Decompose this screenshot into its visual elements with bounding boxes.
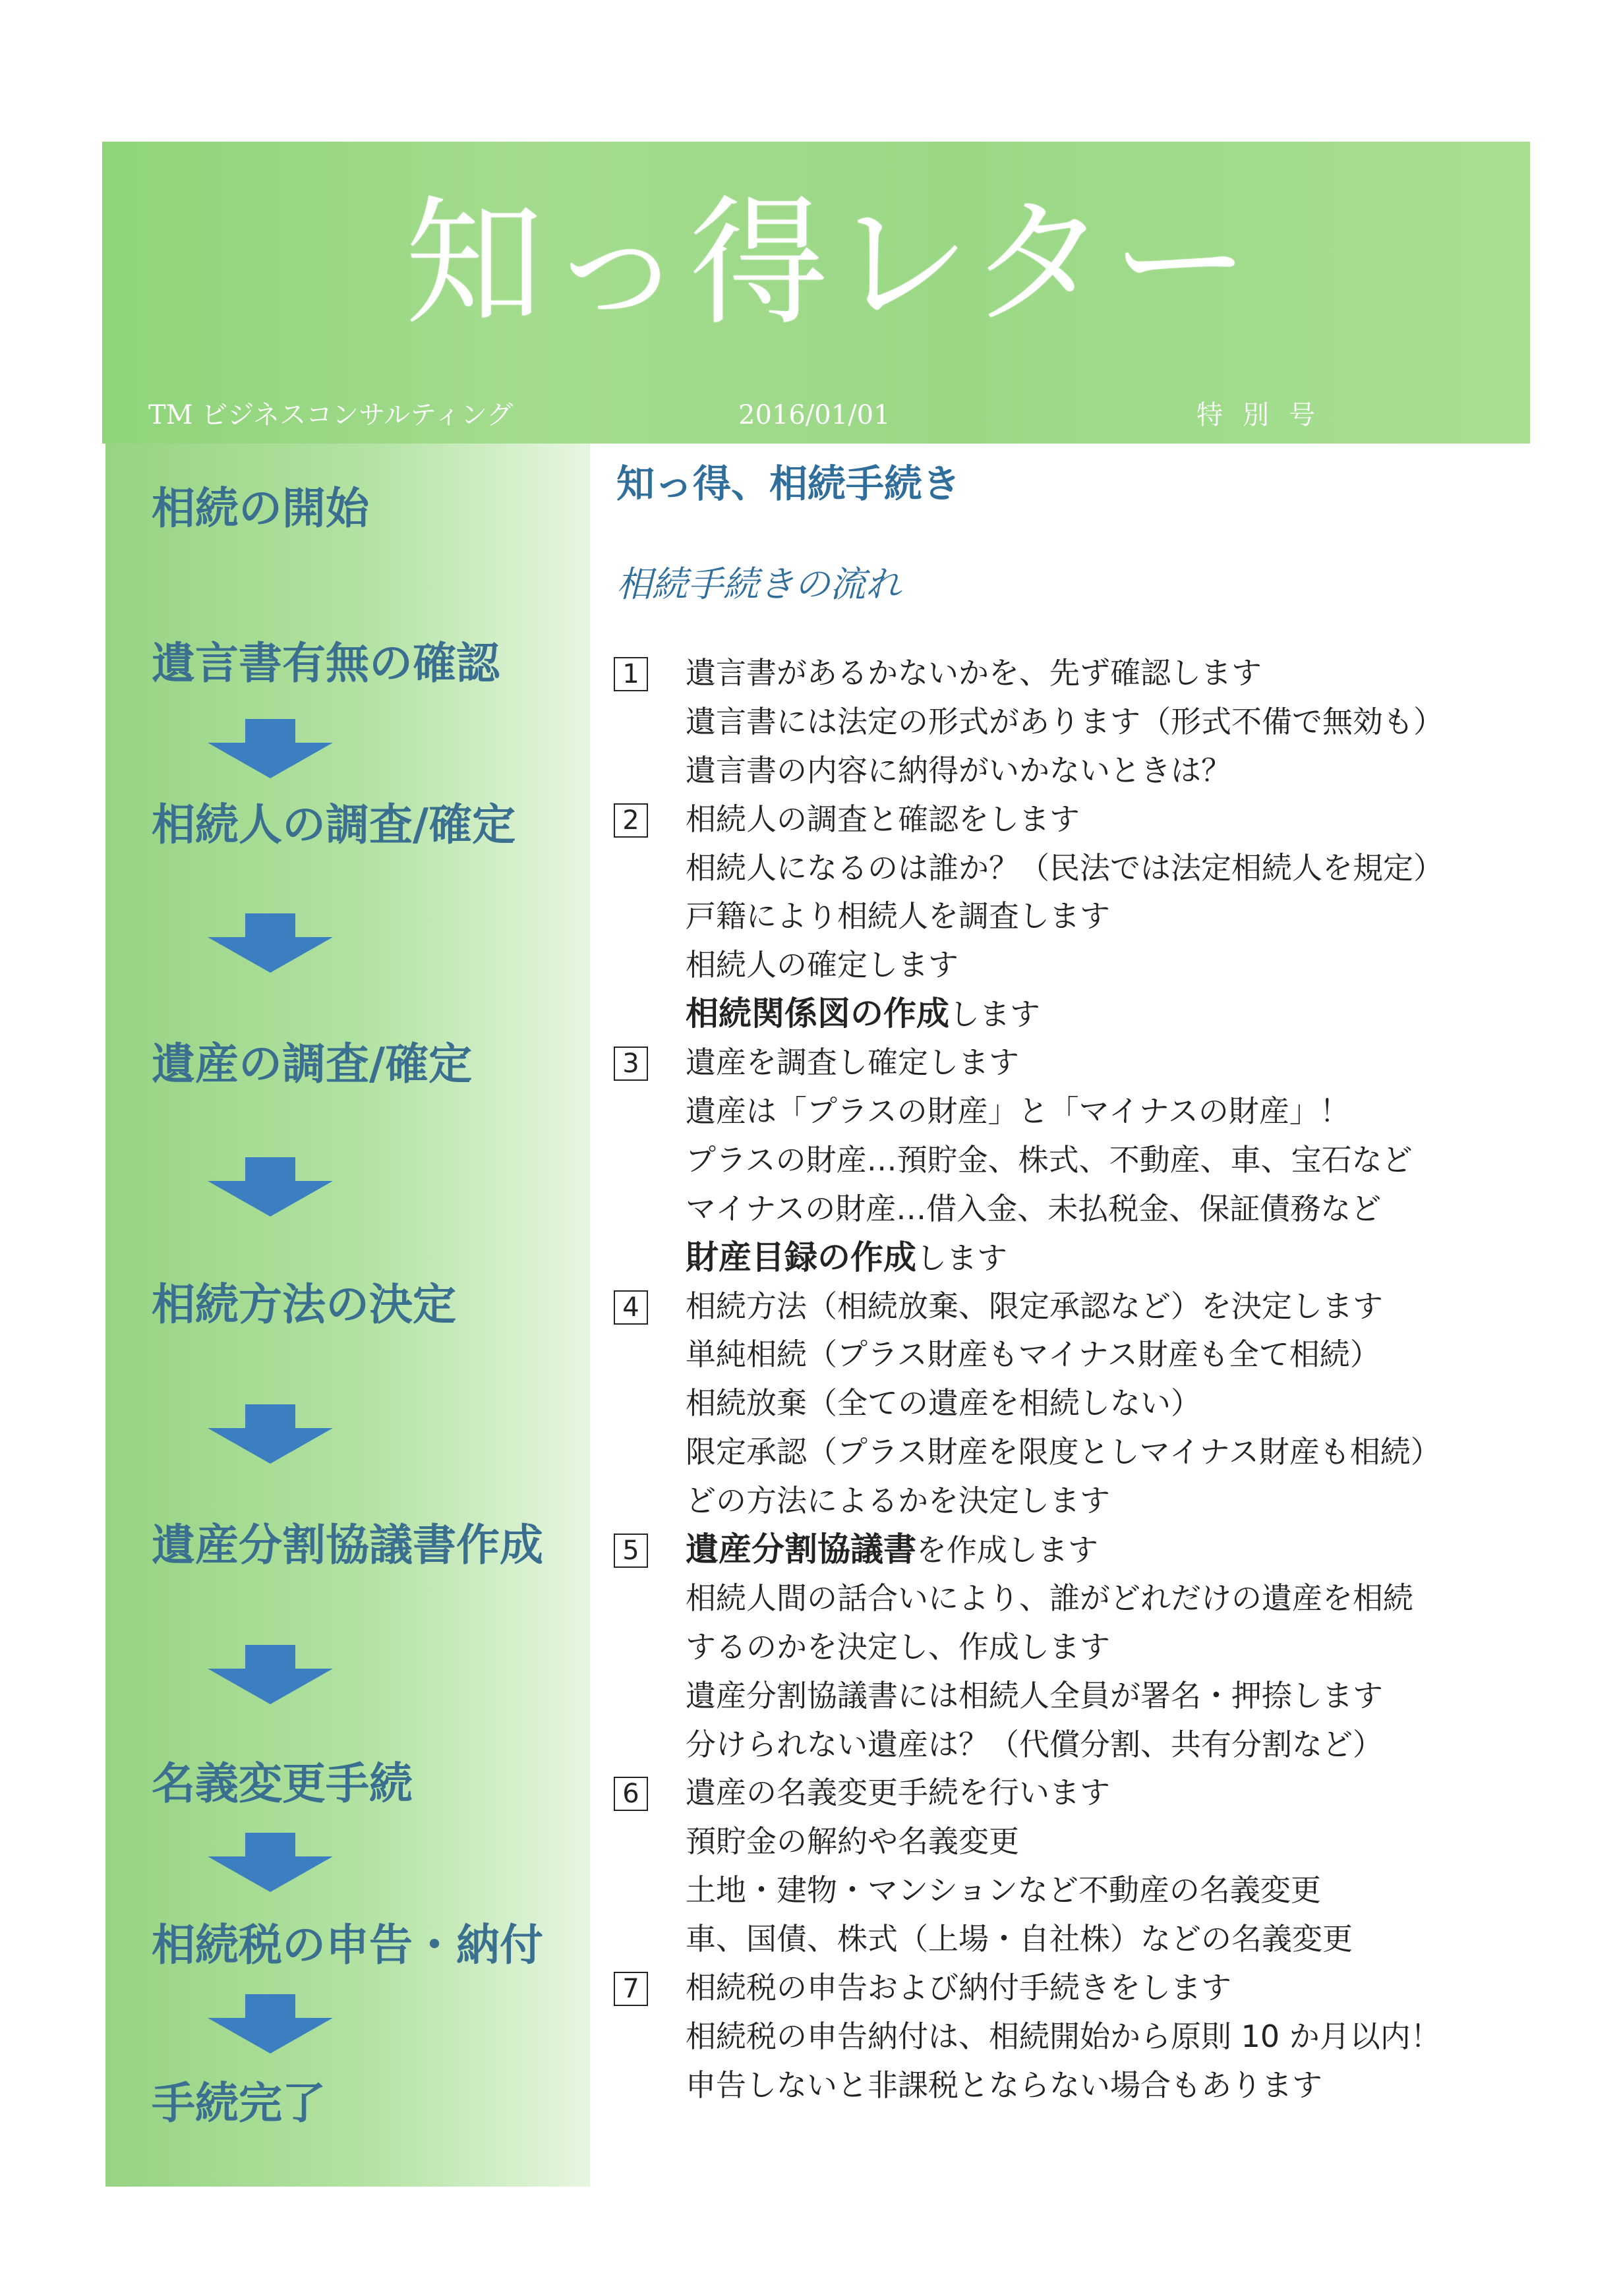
list-item: 6 遺産の名義変更手続を行います <box>610 1769 1533 1818</box>
list-line: どの方法によるかを決定します <box>686 1483 1110 1519</box>
flow-subtitle: 相続手続きの流れ <box>616 563 901 605</box>
item-number: 7 <box>614 1972 648 2006</box>
step-complete: 手続完了 <box>152 2077 326 2129</box>
list-line: 相続税の申告納付は、相続開始から原則 10 か月以内！ <box>686 2018 1441 2054</box>
step-method: 相続方法の決定 <box>152 1278 456 1330</box>
list-line: 預貯金の解約や名義変更 <box>686 1823 1019 1860</box>
list-line: 土地・建物・マンションなど不動産の名義変更 <box>686 1872 1321 1909</box>
list-line: 単純相続（プラス財産もマイナス財産も全て相続） <box>686 1336 1380 1373</box>
down-arrow-icon <box>204 1157 336 1217</box>
list-item: 5 遺産分割協議書を作成します <box>610 1526 1533 1574</box>
list-line: 車、国債、株式（上場・自社株）などの名義変更 <box>686 1921 1353 1957</box>
list-line: 遺言書の内容に納得がいかないときは？ <box>686 752 1231 788</box>
item-number: 4 <box>614 1290 648 1325</box>
list-line: 戸籍により相続人を調査します <box>686 898 1110 934</box>
down-arrow-icon <box>204 1404 336 1464</box>
step-estate: 遺産の調査/確定 <box>152 1038 473 1089</box>
company-name: TM ビジネスコンサルティング <box>148 400 514 430</box>
step-division: 遺産分割協議書作成 <box>152 1519 543 1570</box>
list-line: 限定承認（プラス財産を限度としマイナス財産も相続） <box>686 1434 1441 1470</box>
process-column <box>105 444 590 2187</box>
issue-label: 特別号 <box>1196 400 1335 430</box>
down-arrow-icon <box>204 1645 336 1704</box>
step-start: 相続の開始 <box>152 482 369 534</box>
item-number: 2 <box>614 803 648 838</box>
list-line: するのかを決定し、作成します <box>686 1628 1110 1665</box>
list-line: 相続放棄（全ての遺産を相続しない） <box>686 1385 1201 1421</box>
newsletter-title: 知っ得レター <box>405 183 1254 344</box>
down-arrow-icon <box>204 1833 336 1892</box>
list-line: プラスの財産…預貯金、株式、不動産、車、宝石など <box>686 1141 1413 1178</box>
list-line: 分けられない遺産は？（代償分割、共有分割など） <box>686 1726 1383 1762</box>
header-banner <box>102 142 1530 444</box>
list-item: 7 相続税の申告および納付手続きをします <box>610 1964 1533 2013</box>
list-item: 4 相続方法（相続放棄、限定承認など）を決定します <box>610 1282 1533 1331</box>
list-line: 遺産分割協議書には相続人全員が署名・押捺します <box>686 1677 1383 1713</box>
list-line: 相続人の確定します <box>686 947 958 983</box>
step-tax: 相続税の申告・納付 <box>152 1919 543 1970</box>
list-line: 相続人になるのは誰か？（民法では法定相続人を規定） <box>686 849 1444 886</box>
list-item: 3 遺産を調査し確定します <box>610 1039 1533 1087</box>
step-will-check: 遺言書有無の確認 <box>152 637 500 689</box>
item-number: 1 <box>614 657 648 691</box>
issue-date: 2016/01/01 <box>738 400 891 430</box>
down-arrow-icon <box>204 719 336 778</box>
procedure-list <box>610 649 1533 2110</box>
item-number: 5 <box>614 1534 648 1568</box>
section-title: 知っ得、相続手続き <box>616 461 961 506</box>
item-number: 6 <box>614 1777 648 1811</box>
list-line: 遺言書には法定の形式があります（形式不備で無効も） <box>686 703 1444 739</box>
list-line: 申告しないと非課税とならない場合もあります <box>686 2067 1322 2103</box>
list-item: 1 遺言書があるかないかを、先ず確認します <box>610 649 1533 698</box>
list-line-emphasis: 財産目録の作成します <box>686 1238 1007 1277</box>
list-line: 相続人間の話合いにより、誰がどれだけの遺産を相続 <box>686 1580 1413 1616</box>
step-heirs: 相続人の調査/確定 <box>152 799 516 850</box>
down-arrow-icon <box>204 1994 336 2053</box>
step-name-change: 名義変更手続 <box>152 1758 413 1809</box>
down-arrow-icon <box>204 913 336 973</box>
list-line-emphasis: 相続関係図の作成します <box>686 994 1040 1033</box>
list-item: 2 相続人の調査と確認をします <box>610 795 1533 844</box>
item-number: 3 <box>614 1047 648 1081</box>
list-line: 遺産は「プラスの財産」と「マイナスの財産」！ <box>686 1093 1350 1130</box>
list-line: マイナスの財産…借入金、未払税金、保証債務など <box>686 1190 1382 1226</box>
